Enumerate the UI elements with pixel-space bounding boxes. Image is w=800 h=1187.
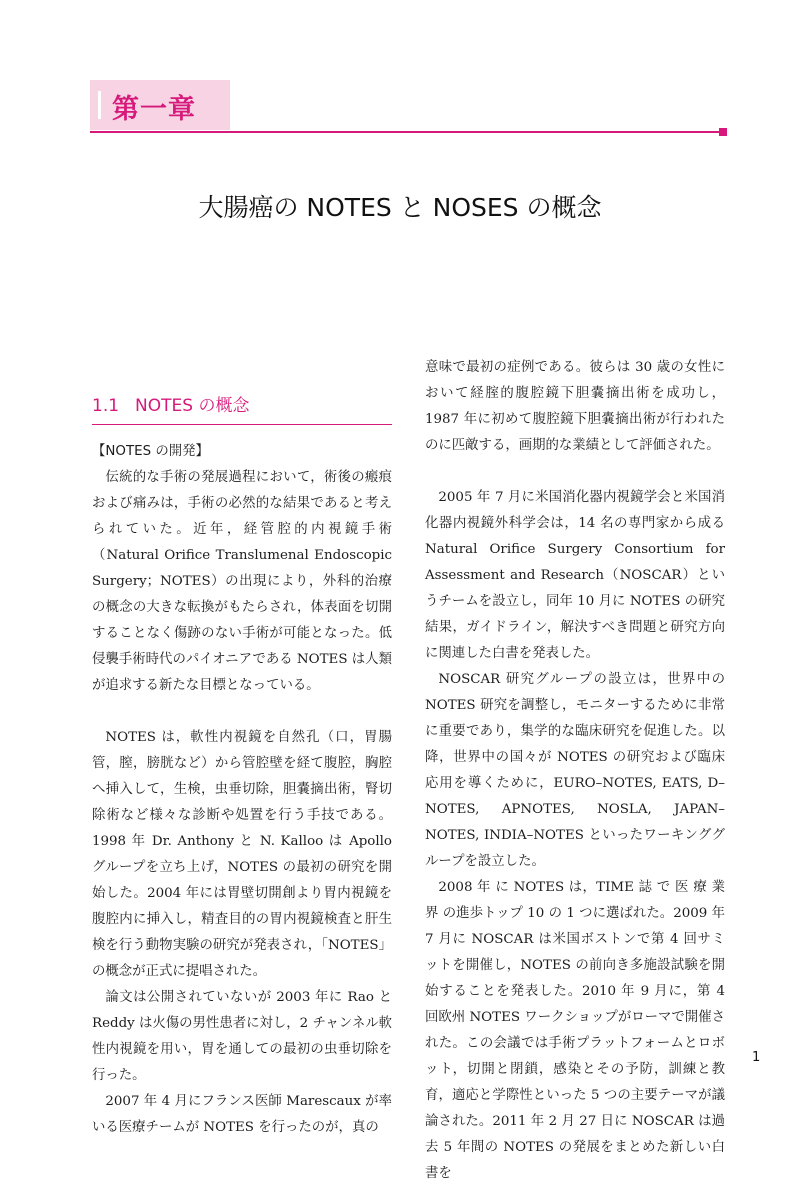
subheading: 【NOTES の開発】	[92, 444, 209, 459]
paragraph: 意味で最初の症例である。彼らは 30 歳の女性において経腟的腹腔鏡下胆嚢摘出術を成功し，1987 年に初めて腹腔鏡下胆嚢摘出術が行われたのに匹敵する，画期的な業績として評価された。	[425, 360, 725, 453]
paragraph: NOTES は，軟性内視鏡を自然孔（口，胃腸管，膣，膀胱など）から管腔壁を経て腹腔，胸腔へ挿入して，生検，虫垂切除，胆嚢摘出術，腎切除術など様々な診断や処置を行う手技である。1998 年 Dr. Anthony と N. Kalloo は Apollo グループを立ち上げ，NOTES の最初の研究を開始した。2004 年には胃壁切開創より胃内視鏡を腹腔内に挿入し，精査目的の胃内視鏡検査と肝生検を行う動物実験の研究が発表され，「NOTES」の概念が正式に提唱された。	[92, 730, 392, 979]
left-column	[92, 391, 392, 1141]
chapter-tab-bar	[98, 91, 101, 119]
paragraph: 2005 年 7 月に米国消化器内視鏡学会と米国消化器内視鏡外科学会は，14 名の専門家から成る Natural Orifice Surgery Consortium for Assessment and Research（NOSCAR）というチームを設立し，同年 10 月に NOTES の研究結果，ガイドライン，解決すべき問題と研究方向に関連した白書を発表した。	[425, 490, 725, 661]
chapter-rule-end-marker	[719, 128, 727, 136]
page-number: 1	[752, 1050, 761, 1065]
paragraph: 2008 年 に NOTES は，TIME 誌 で 医 療 業 界 の進歩トップ 10 の 1 つに選ばれた。2009 年 7 月に NOSCAR は米国ボストンで第 4 回サミットを開催し，NOTES の前向き多施設試験を開始することを発表した。2010 年 9 月に，第 4 回欧州 NOTES ワークショップがローマで開催された。この会議では手術プラットフォームとロボット，切開と閉鎖，感染とその予防，訓練と教育，適応と学際性といった 5 つの主要テーマが議論された。2011 年 2 月 27 日に NOSCAR は過去 5 年間の NOTES の発展をまとめた新しい白書を	[425, 880, 725, 1181]
paragraph: 伝統的な手術の発展過程において，術後の瘢痕および痛みは，手術の必然的な結果であると考えられていた。近年，経管腔的内視鏡手術（Natural Orifice Translumenal Endoscopic Surgery；NOTES）の出現により，外科的治療の概念の大きな転換がもたらされ，体表面を切開することなく傷跡のない手術が可能となった。低侵襲手術時代のパイオニアである NOTES は人類が追求する新たな目標となっている。	[92, 470, 392, 693]
chapter-tab	[90, 80, 230, 130]
paragraph-gap	[92, 699, 392, 725]
right-column	[425, 355, 725, 1187]
chapter-label: 第一章	[112, 94, 196, 125]
paragraph: 論文は公開されていないが 2003 年に Rao と Reddy は火傷の男性患者に対し，2 チャンネル軟性内視鏡を用い，胃を通しての最初の虫垂切除を行った。	[92, 990, 392, 1083]
section-number: 1.1	[92, 396, 120, 416]
paragraph: NOSCAR 研究グループの設立は，世界中の NOTES 研究を調整し，モニターするために非常に重要であり，集学的な臨床研究を促進した。以降，世界中の国々が NOTES の研究および臨床応用を導くために，EURO–NOTES, EATS, D–NOTES, APNOTES, NOSLA, JAPAN–NOTES, INDIA–NOTES といったワーキンググループを設立した。	[425, 672, 725, 869]
chapter-rule	[90, 131, 725, 133]
paragraph-gap	[425, 459, 725, 485]
section-heading	[92, 391, 392, 425]
section-title: NOTES の概念	[135, 396, 250, 416]
chapter-title: 大腸癌の NOTES と NOSES の概念	[198, 193, 602, 222]
paragraph: 2007 年 4 月にフランス医師 Marescaux が率いる医療チームが NOTES を行ったのが，真の	[92, 1094, 392, 1135]
